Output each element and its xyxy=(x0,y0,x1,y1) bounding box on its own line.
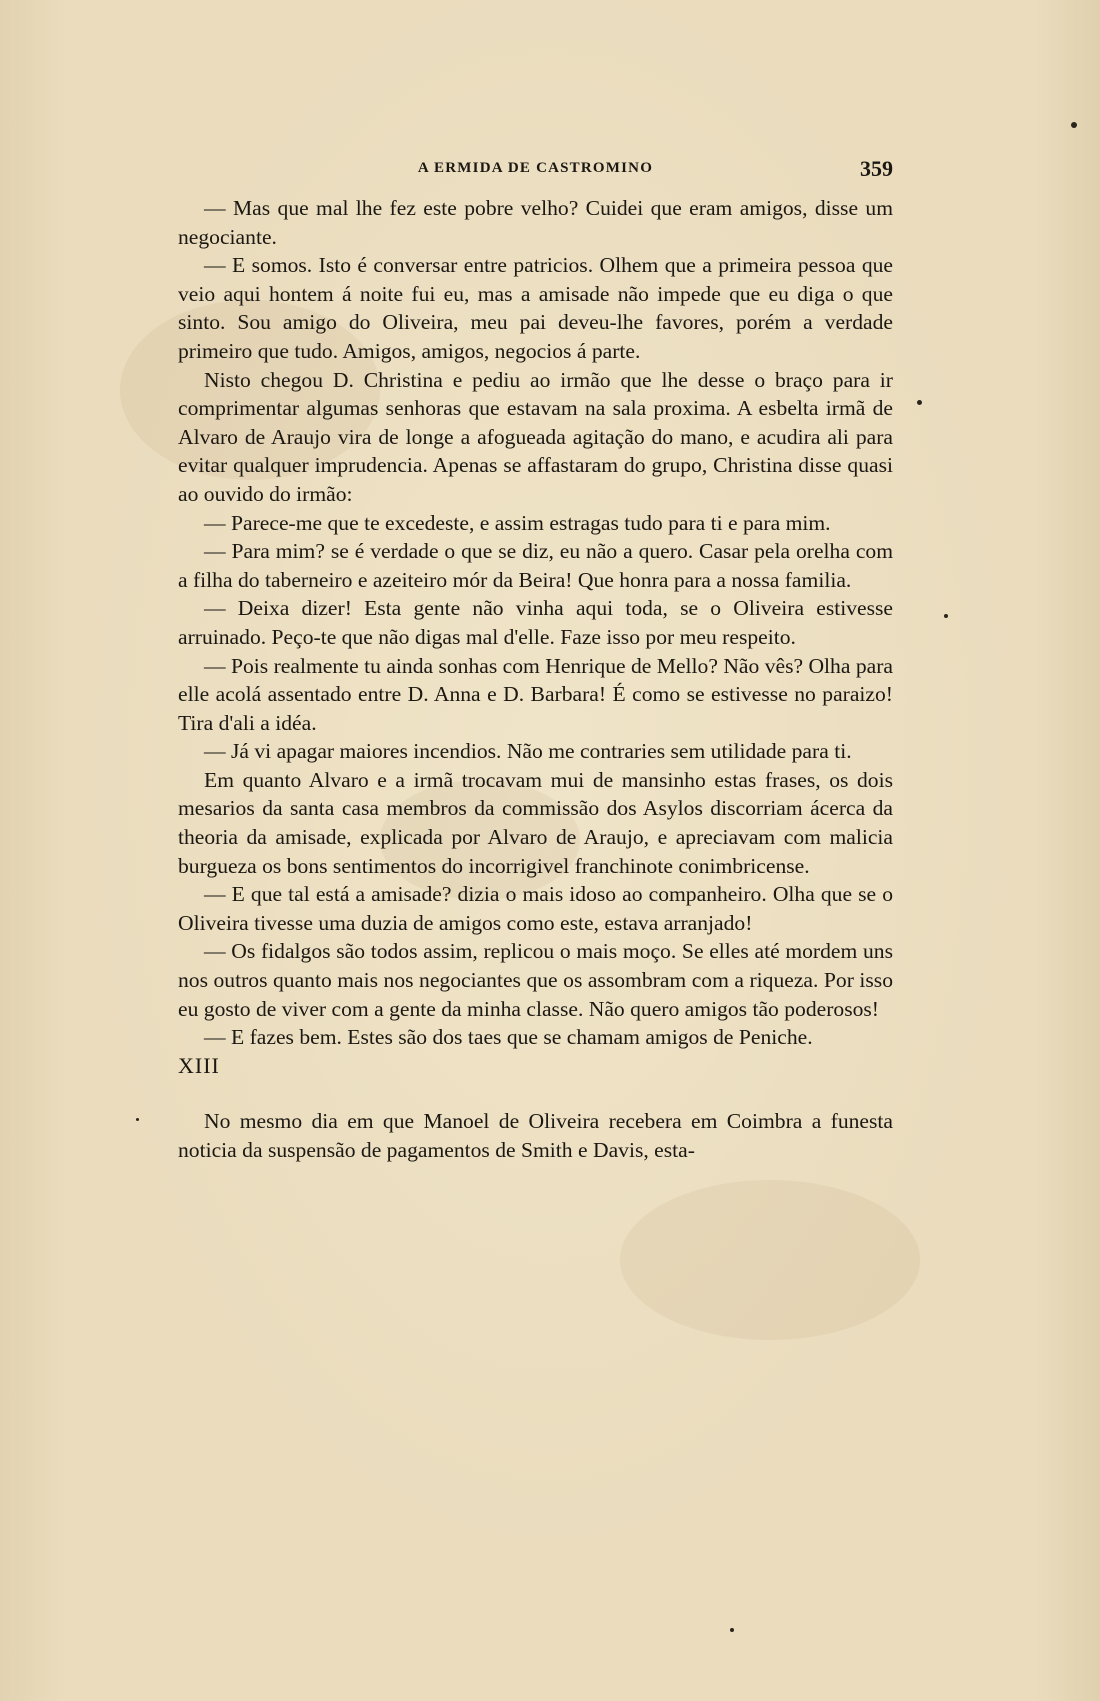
paragraph: — Já vi apagar maiores incendios. Não me contraries sem utilidade para ti. xyxy=(204,739,852,764)
paragraph: — Os fidalgos são todos assim, replicou o mais moço. Se elles até mordem uns nos outros quanto mais nos negociantes que os assombram com a riqueza. Por isso eu gosto de viver com a gente da minha classe. Não quero amigos tão poderosos! xyxy=(178,939,893,1021)
paragraph: Em quanto Alvaro e a irmã trocavam mui de mansinho estas frases, os dois mesarios da santa casa membros da commissão dos Asylos discorriam ácerca da theoria da amisade, explicada por Alvaro de Araujo, e apreciavam com malicia burgueza os bons sentimentos do incorrigivel franchinote conimbricense. xyxy=(178,767,893,878)
ink-speck xyxy=(730,1628,734,1632)
chapter-heading: XIII xyxy=(178,1052,220,1078)
paragraph: Nisto chegou D. Christina e pediu ao irmão que lhe desse o braço para ir comprimentar algumas senhoras que estavam na sala proxima. A esbelta irmã de Alvaro de Araujo vira de longe a afogueada agitação do mano, e acudira ali para evitar qualquer imprudencia. Apenas se affastaram do grupo, Christina disse quasi ao ouvido do irmão: xyxy=(178,367,893,506)
paragraph: — E somos. Isto é conversar entre patricios. Olhem que a primeira pessoa que veio aqui hontem á noite fui eu, mas a amisade não impede que eu diga o que sinto. Sou amigo do Oliveira, meu pai deveu-lhe favores, porém a verdade primeiro que tudo. Amigos, amigos, negocios á parte. xyxy=(178,253,893,363)
chapter-opening-paragraph: No mesmo dia em que Manoel de Oliveira recebera em Coimbra a funesta noticia da suspensão de pagamentos de Smith e Davis, esta- xyxy=(178,1109,893,1162)
paragraph: — Pois realmente tu ainda sonhas com Henrique de Mello? Não vês? Olha para elle acolá assentado entre D. Anna e D. Barbara! É como se estivesse no paraizo! Tira d'ali a idéa. xyxy=(178,653,893,735)
ink-speck xyxy=(944,614,948,618)
ink-speck xyxy=(917,400,922,405)
paragraph: — Parece-me que te excedeste, e assim estragas tudo para ti e para mim. xyxy=(204,510,831,535)
paragraph: — Mas que mal lhe fez este pobre velho? Cuidei que eram amigos, disse um negociante. xyxy=(178,196,893,249)
paragraph: — Deixa dizer! Esta gente não vinha aqui toda, se o Oliveira estivesse arruinado. Peço-te que não digas mal d'elle. Faze isso por meu respeito. xyxy=(178,596,893,649)
paragraph: — E que tal está a amisade? dizia o mais idoso ao companheiro. Olha que se o Oliveira tivesse uma duzia de amigos como este, estava arranjado! xyxy=(178,882,893,935)
page-number: 359 xyxy=(860,156,893,181)
ink-speck xyxy=(1071,122,1077,128)
page-header xyxy=(178,156,893,180)
paragraph: — Para mim? se é verdade o que se diz, eu não a quero. Casar pela orelha com a filha do taberneiro e azeiteiro mór da Beira! Que honra para a nossa familia. xyxy=(178,539,893,592)
paragraph: — E fazes bem. Estes são dos taes que se chamam amigos de Peniche. xyxy=(204,1025,813,1050)
ink-speck xyxy=(136,1118,139,1121)
running-title: A ERMIDA DE CASTROMINO xyxy=(417,160,654,176)
paper-stain xyxy=(620,1180,920,1340)
body-text xyxy=(178,194,893,1165)
